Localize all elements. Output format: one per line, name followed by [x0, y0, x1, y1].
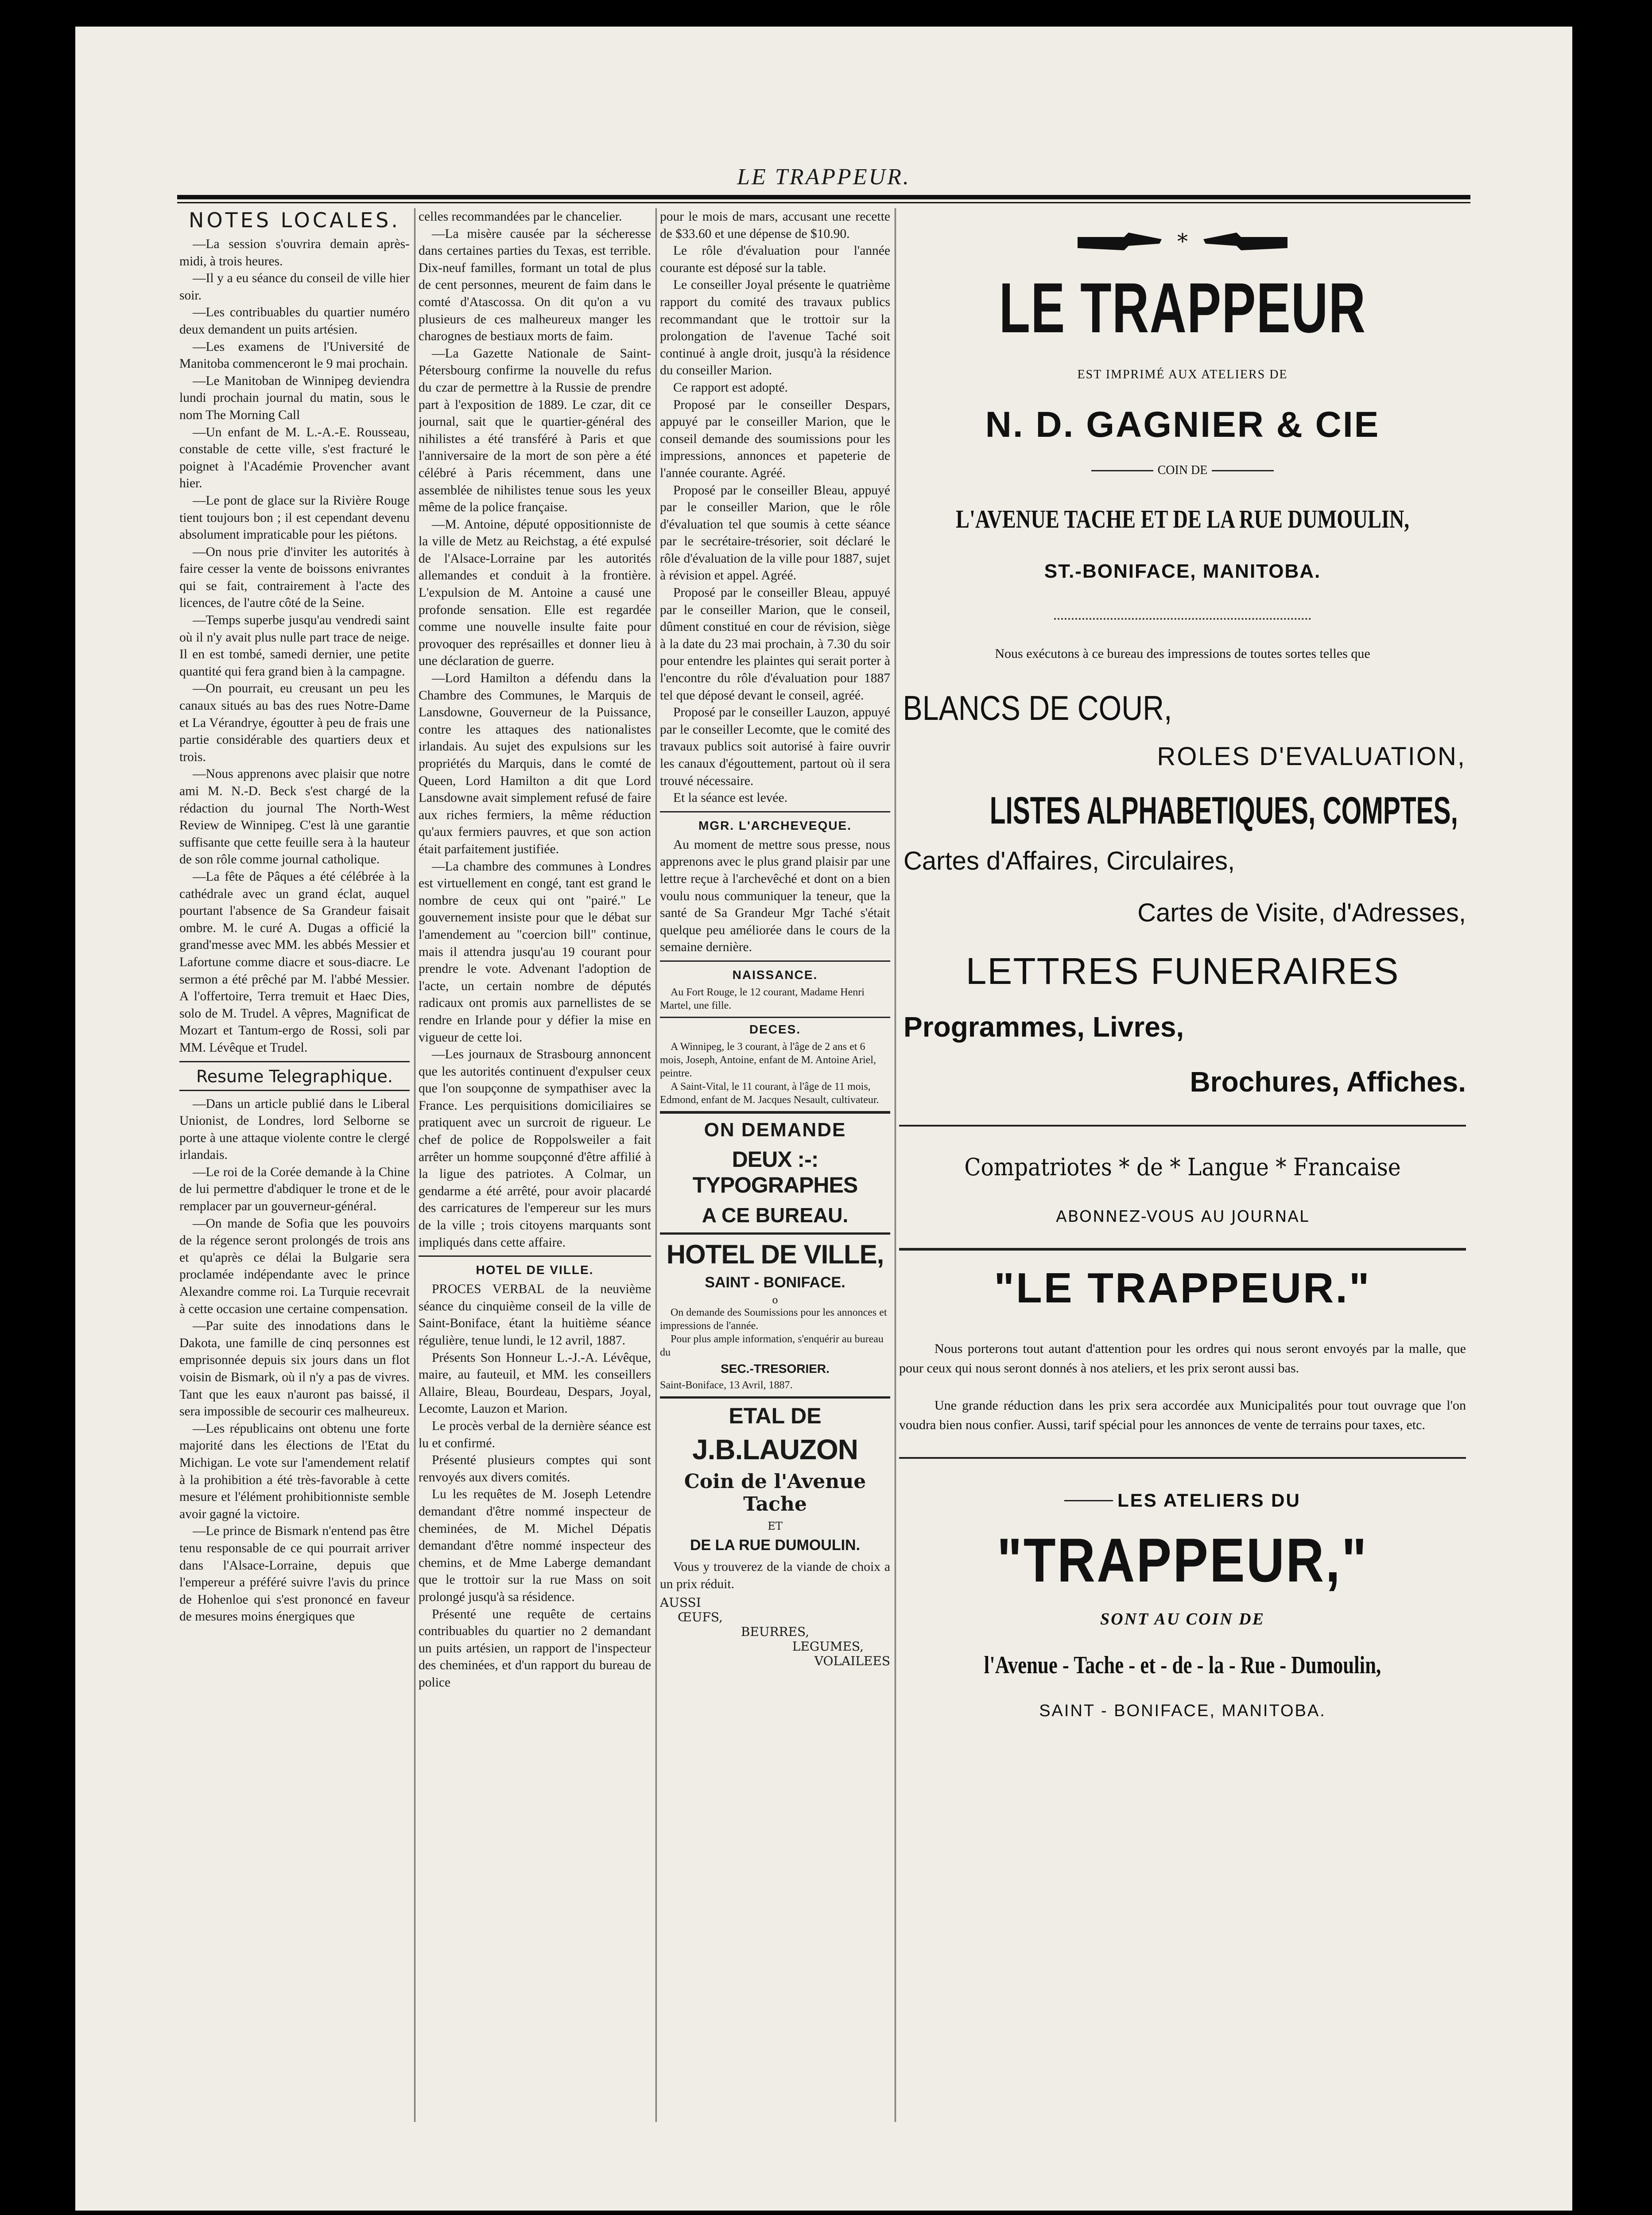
paragraph: —Le Manitoban de Winnipeg deviendra lundi prochain journal du matin, sous le nom The Morning Call [179, 373, 410, 422]
section-title-hotel-de-ville: HOTEL DE VILLE. [476, 1263, 594, 1277]
section-title-resume-telegraphique: Resume Telegraphique. [179, 1067, 410, 1091]
paragraph: —On mande de Sofia que les pouvoirs de la régence seront prolongés de trois ans et qu'après ce délai la Bulgarie sera proclamée indépendante avec le prince Alexandre comme roi. La Turquie recevrait à cette occasion une certaine compensation. [179, 1216, 410, 1316]
coin-de-label: COIN DE [1157, 463, 1208, 477]
trappeur-ad [899, 226, 1466, 1721]
paragraph: Et la séance est levée. [673, 791, 787, 805]
pointing-hand-icon [1075, 228, 1164, 255]
ad-line: "TRAPPEUR," [997, 1525, 1368, 1595]
ad-text: Pour plus ample information, s'enquérir au bureau du [660, 1333, 884, 1358]
ad-line: LETTRES FUNERAIRES [966, 950, 1400, 992]
paragraph: Proposé par le conseiller Despars, appuyé par le conseiller Marion, que le conseil demande des soumissions pour les impressions, annonces et papeterie de l'année courante. Agréé. [660, 397, 890, 480]
section-rule [660, 1111, 890, 1114]
ad-line: ET [768, 1519, 783, 1532]
paragraph: —Les contribuables du quartier numéro deux demandent un puits artésien. [179, 305, 410, 337]
paragraph: Proposé par le conseiller Bleau, appuyé par le conseiller Marion, que le rôle d'évaluation tel que soumis à cette séance par le secrétaire-trésorier, soit déclaré le rôle d'évaluation de la ville pour 1887, sujet à révision et appel. Agréé. [660, 483, 890, 583]
paragraph: PROCES VERBAL de la neuvième séance du cinquième conseil de la ville de Saint-Boniface, étant la huitième séance régulière, tenue lundi, le 12 avril, 1887. [419, 1282, 651, 1348]
section-rule [179, 1061, 410, 1062]
running-head: LE TRAPPEUR. [737, 164, 911, 190]
ad-line: EST IMPRIMÉ AUX ATELIERS DE [1077, 368, 1288, 381]
dash-rule [1064, 1500, 1113, 1501]
notes-locales-body [179, 236, 410, 1057]
paragraph: —Dans un article publié dans le Liberal Unionist, de Londres, lord Selborne se porte à une attaque violente contre le clergé irlandais. [179, 1096, 410, 1162]
section-title-naissance: NAISSANCE. [732, 968, 818, 982]
column-divider [414, 208, 415, 2122]
paragraph: —Le prince de Bismark n'entend pas être tenu responsable de ce qui pourrait arriver dans l'Alsace-Lorraine, depuis que l'empereur a préféré suivre l'avis du prince de Hohenloe qui s'est prononcé en faveur de mesures moins énergiques que [179, 1524, 410, 1624]
ad-line: ETAL DE [729, 1403, 822, 1428]
paragraph: —Il y a eu séance du conseil de ville hier soir. [179, 271, 410, 303]
paragraph: —Les républicains ont obtenu une forte majorité dans les élections de l'Etat du Michigan. Le vote sur l'amendement relatif à la prohibition a été très-favorable à cette mesure et l'élément prohibitionniste semble avoir gagné la victoire. [179, 1421, 410, 1521]
ad-line: SAINT - BONIFACE, MANITOBA. [1039, 1702, 1326, 1720]
wavy-rule [1054, 618, 1311, 620]
paragraph: Lu les requêtes de M. Joseph Letendre demandant d'être nommé inspecteur de cheminées, de M. Michel Dépatis demandant d'être nommé inspecteur des chemins, et de Mme Laberge demandant que le trottoir sur la rue Mass on soit prolongé jusqu'à sa résidence. [419, 1487, 651, 1604]
paragraph: Ce rapport est adopté. [673, 380, 788, 395]
deces-text: A Saint-Vital, le 11 courant, à l'âge de 11 mois, Edmond, enfant de M. Jacques Nesault, cultivateur. [660, 1080, 879, 1106]
section-rule [899, 1457, 1466, 1459]
ad-line: A CE BUREAU. [702, 1203, 849, 1227]
paragraph: Proposé par le conseiller Lauzon, appuyé par le conseiller Lecomte, que le comité des travaux publics soit autorisé à faire ouvrir les canaux d'égouttement, partout où il sera trouvé nécessaire. [660, 705, 890, 788]
dash-rule [1212, 470, 1274, 471]
ad-line: Coin de l'Avenue Tache [684, 1470, 866, 1516]
paragraph: Le conseiller Joyal présente le quatrième rapport du comité des travaux publics recommandant que le trottoir sur la prolongation de l'avenue Taché soit continué à angle droit, jusqu'à la résidence du conseiller Marion. [660, 278, 890, 378]
section-rule [660, 1232, 890, 1235]
section-rule [660, 960, 890, 962]
deces-text: A Winnipeg, le 3 courant, à l'âge de 2 ans et 6 mois, Joseph, Antoine, enfant de M. Antoine Ariel, peintre. [660, 1041, 876, 1079]
ad-date: Saint-Boniface, 13 Avril, 1887. [660, 1379, 793, 1391]
ad-aussi: AUSSI [660, 1595, 701, 1610]
paragraph: Le rôle d'évaluation pour l'année courante est déposé sur la table. [660, 244, 890, 275]
ad-typographes [660, 1119, 890, 1227]
paragraph: Présents Son Honneur L.-J.-A. Lévêque, maire, au fauteuil, et MM. les conseillers Allaire, Bleau, Bourdeau, Despars, Joyal, Lecomte, Lauzon et Marion. [419, 1350, 651, 1416]
ad-paragraph: Une grande réduction dans les prix sera accordée aux Municipalités pour tout ouvrage que l'on voudra bien nous confier. Aussi, tarif spécial pour les annonces de vente de terrains pour taxes, etc. [899, 1398, 1466, 1432]
ad-line: DE LA RUE DUMOULIN. [690, 1536, 861, 1554]
ad-line: Programmes, Livres, [904, 1011, 1184, 1043]
section-title-notes-locales: NOTES LOCALES. [189, 208, 400, 232]
dash-rule [1091, 470, 1153, 471]
paragraph: Vous y trouverez de la viande de choix a un prix réduit. [660, 1559, 890, 1591]
paragraph: —Lord Hamilton a défendu dans la Chambre des Communes, le Marquis de Lansdowne, Gouverneur de la Puissance, contre les attaques des nationalistes irlandais. Au sujet des expulsions sur les propriétés du Marquis, dans le comté de Queen, Lord Hamilton a dit que Lord Lansdowne avait simplement refusé de faire aux riches fermiers, la même réduction qu'aux fermiers pauvres, et que son action était parfaitement justifiée. [419, 671, 651, 856]
ad-line [899, 463, 1466, 478]
ateliers-label: LES ATELIERS DU [1117, 1490, 1301, 1511]
ad-line: N. D. GAGNIER & CIE [985, 404, 1380, 445]
ad-line: J.B.LAUZON [692, 1433, 858, 1465]
council-body [660, 208, 890, 807]
ad-item: ŒUFS, [678, 1610, 723, 1625]
paragraph: —M. Antoine, député oppositionniste de la ville de Metz au Reichstag, a été expulsé de l'Alsace-Lorraine par les autorités allemandes et conduit à la frontière. L'expulsion de M. Antoine a causé une profonde sensation. Elle est regardée comme une nouvelle insulte faite pour provoquer des représailles et donner lieu à une déclaration de guerre. [419, 517, 651, 668]
paragraph: Présenté plusieurs comptes qui sont renvoyés aux divers comités. [419, 1453, 651, 1484]
ad-title: LE TRAPPEUR [999, 268, 1366, 347]
ad-line: Cartes de Visite, d'Adresses, [1137, 898, 1466, 927]
star-ornament: * [1177, 229, 1188, 254]
newspaper-page [75, 27, 1572, 2211]
ad-paragraph: Nous porterons tout autant d'attention pour les ordres qui nous seront envoyés par la malle, que pour ceux qui nous seront donnés à nos ateliers, et les prix seront aussi bas. [899, 1341, 1466, 1376]
ad-hotel-de-ville [660, 1239, 890, 1392]
paragraph: celles recommandées par le chancelier. [419, 210, 622, 224]
paragraph: —Le roi de la Corée demande à la Chine de lui permettre d'abdiquer le trone et de le remplacer par un gouverneur-général. [179, 1165, 410, 1214]
ad-line: ST.-BONIFACE, MANITOBA. [1044, 560, 1321, 582]
ad-text [660, 1558, 890, 1593]
ad-separator: o [772, 1294, 778, 1306]
section-rule [660, 811, 890, 812]
section-rule [419, 1255, 651, 1257]
ad-item: VOLAILEES [814, 1654, 890, 1669]
paragraph: —La Gazette Nationale de Saint-Pétersbourg confirme la nouvelle du refus du czar de permettre à la Russie de prendre part à l'exposition de 1889. Le czar, dit ce journal, sait que le quartier-général des nihilistes a été transféré à Paris et que l'anniversaire de la mort de son père a été célébré à Paris récemment, dans une assemblée de nihilistes tenue sous les yeux même de la police française. [419, 346, 651, 515]
paragraph: —On pourrait, eu creusant un peu les canaux situés au bas des rues Notre-Dame et La Vérandrye, égoutter à peu de frais une partie considérable des quartiers deux et trois. [179, 681, 410, 764]
header-ornament [899, 226, 1466, 257]
section-rule [660, 1017, 890, 1018]
section-rule [660, 1396, 890, 1399]
news-body [419, 208, 651, 1251]
paragraph: Au moment de mettre sous presse, nous apprenons avec le plus grand plaisir par une lettre reçue à l'archevêché et dont on a bien voulu nous communiquer la teneur, que la santé de Sa Grandeur Mgr Taché s'était quelque peu améliorée dans le cours de la semaine dernière. [660, 837, 890, 955]
paragraph: —La misère causée par la sécheresse dans certaines parties du Texas, est terrible. Dix-neuf familles, formant un total de plus de cent personnes, meurent de faim dans le comté d'Atascossa. On dit qu'on a vu plusieurs de ces malheureux manger les charognes de bestiaux morts de faim. [419, 226, 651, 344]
ad-line: BLANCS DE COUR, [903, 688, 1172, 727]
ad-line: Nous exécutons à ce bureau des impressions de toutes sortes telles que [995, 646, 1370, 661]
ad-line: Cartes d'Affaires, Circulaires, [904, 847, 1235, 875]
ad-line: SONT AU COIN DE [1100, 1610, 1265, 1628]
ad-line: SAINT - BONIFACE. [705, 1274, 845, 1291]
paragraph: Le procès verbal de la dernière séance est lu et confirmé. [419, 1418, 651, 1450]
proces-verbal-body [419, 1281, 651, 1691]
ad-line: ROLES D'EVALUATION, [1157, 742, 1466, 771]
column-council-and-ads [660, 208, 890, 2126]
paragraph: —Un enfant de M. L.-A.-E. Rousseau, constable de cette ville, s'est fracturé le poignet à l'Académie Provencher avant hier. [179, 425, 410, 491]
section-title-deces: DECES. [749, 1022, 801, 1036]
ad-item: LEGUMES, [792, 1639, 864, 1654]
paragraph: Proposé par le conseiller Bleau, appuyé par le conseiller Marion, que le conseil, dûment constitué en cour de révision, siège à la date du 23 mai prochain, à 7.30 du soir pour entendre les plaintes qui serait porter à l'encontre du rôle d'évaluation pour 1887 tel que déposé devant le conseil, agréé. [660, 586, 890, 703]
column-divider [655, 208, 657, 2122]
ad-line: ABONNEZ-VOUS AU JOURNAL [1056, 1208, 1309, 1226]
ad-line: l'Avenue - Tache - et - de - la - Rue - Dumoulin, [984, 1652, 1381, 1679]
naissance-text: Au Fort Rouge, le 12 courant, Madame Henri Martel, une fille. [660, 986, 865, 1011]
column-divider [895, 208, 896, 2122]
header-rule [177, 195, 1470, 203]
ad-line: DEUX :-: TYPOGRAPHES [692, 1146, 858, 1197]
paragraph: —Nous apprenons avec plaisir que notre ami M. N.-D. Beck s'est chargé de la rédaction du journal The North-West Review de Winnipeg. C'est là une garantie suffisante que cette feuille sera à la hauteur de son rôle comme journal catholique. [179, 767, 410, 867]
ad-line: Brochures, Affiches. [1190, 1066, 1466, 1098]
ad-line: "LE TRAPPEUR." [994, 1264, 1371, 1312]
paragraph: —Les journaux de Strasbourg annoncent que les autorités continuent d'expulser ceux que l'on soupçonne de sympathiser avec la France. Les perquisitions domiciliaires se pratiquent avec un surcroit de rigueur. Le chef de police de Roppolsweiler a fait arrêter un homme soupçonné d'être affilié à la ligue des patriotes. A Colmar, un gendarme a été arrêté, pour avoir placardé des carricatures de l'empereur sur les murs de la ville ; trois citoyens marquants sont impliqués dans cette affaire. [419, 1047, 651, 1250]
archeveque-body [660, 836, 890, 956]
section-rule [899, 1248, 1466, 1251]
paragraph: —Par suite des innodations dans le Dakota, une famille de cinq personnes est emprisonnée depuis six jours dans un flot voisin de Bismark, où il n'y a pas de vivres. Tant que les eaux n'auront pas baissé, il sera impossible de secourir ces malheureux. [179, 1319, 410, 1419]
paragraph: pour le mois de mars, accusant une recette de $33.60 et une dépense de $10.90. [660, 210, 890, 241]
paragraph: —La chambre des communes à Londres est virtuellement en congé, tant est grand le nombre de ceux qui ont "pairé." Le gouvernement insiste pour que le débat sur l'amendement au "coercion bill" continue, mais il attendra jusqu'au 19 courant pour prendre le vote. Advenant l'adoption de l'acte, un certain nombre de députés radicaux ont promis aux parnellistes de se rendre en Irlande pour y défier la mise en vigueur de cette loi. [419, 859, 651, 1045]
ad-line: L'AVENUE TACHE ET DE LA RUE DUMOULIN, [956, 505, 1410, 533]
resume-telegraphique-body [179, 1096, 410, 1625]
section-title-archeveque: MGR. L'ARCHEVEQUE. [698, 818, 852, 832]
paragraph: —On nous prie d'inviter les autorités à faire cesser la vente de boissons enivrantes qui se fait, contrairement à l'acte des licences, de l'autre côté de la Seine. [179, 544, 410, 610]
ad-item: BEURRES, [741, 1624, 810, 1640]
ad-line: HOTEL DE VILLE, [666, 1239, 884, 1269]
column-news [419, 208, 651, 2126]
paragraph: —Les examens de l'Université de Manitoba commenceront le 9 mai prochain. [179, 339, 410, 371]
ad-text: On demande des Soumissions pour les annonces et impressions de l'année. [660, 1306, 887, 1332]
paragraph: —Temps superbe jusqu'au vendredi saint où il n'y avait plus nulle part trace de neige. Il en est tombé, samedi dernier, une petite quantité qui fera grand bien à la campagne. [179, 613, 410, 679]
paragraph: Présenté une requête de certains contribuables du quartier no 2 demandant un puits artésien, un rapport de l'inspecteur des cheminées, et d'un rapport du bureau de police [419, 1607, 651, 1690]
column-trappeur-advertisement [899, 208, 1466, 2126]
ad-line [899, 1490, 1466, 1511]
ad-lauzon [660, 1403, 890, 1668]
ad-line: Compatriotes * de * Langue * Francaise [964, 1153, 1401, 1181]
paragraph: —La session s'ouvrira demain après-midi, à trois heures. [179, 237, 410, 268]
section-rule [899, 1125, 1466, 1127]
pointing-hand-icon [1201, 228, 1290, 255]
column-notes-locales [179, 208, 410, 2126]
ad-line: LISTES ALPHABETIQUES, COMPTES, [989, 789, 1458, 832]
paragraph: —Le pont de glace sur la Rivière Rouge tient toujours bon ; il est cependant devenu absolument impraticable pour les piétons. [179, 493, 410, 542]
ad-line: ON DEMANDE [704, 1119, 846, 1141]
paragraph: —La fête de Pâques a été célébrée à la cathédrale avec un grand éclat, auquel pourtant l'absence de Sa Grandeur faisait ombre. M. le curé A. Dugas a officié la grand'messe avec MM. les abbés Messier et Lafortune comme diacre et sous-diacre. Le sermon a été prêché par M. l'abbé Messier. A l'offertoire, Terra tremuit et Haec Dies, solo de M. Trudel. A vêpres, Magnificat de Mozart et Tantum-ergo de Rossi, soli par MM. Lévêque et Trudel. [179, 869, 410, 1055]
ad-signature: SEC.-TRESORIER. [721, 1361, 830, 1376]
